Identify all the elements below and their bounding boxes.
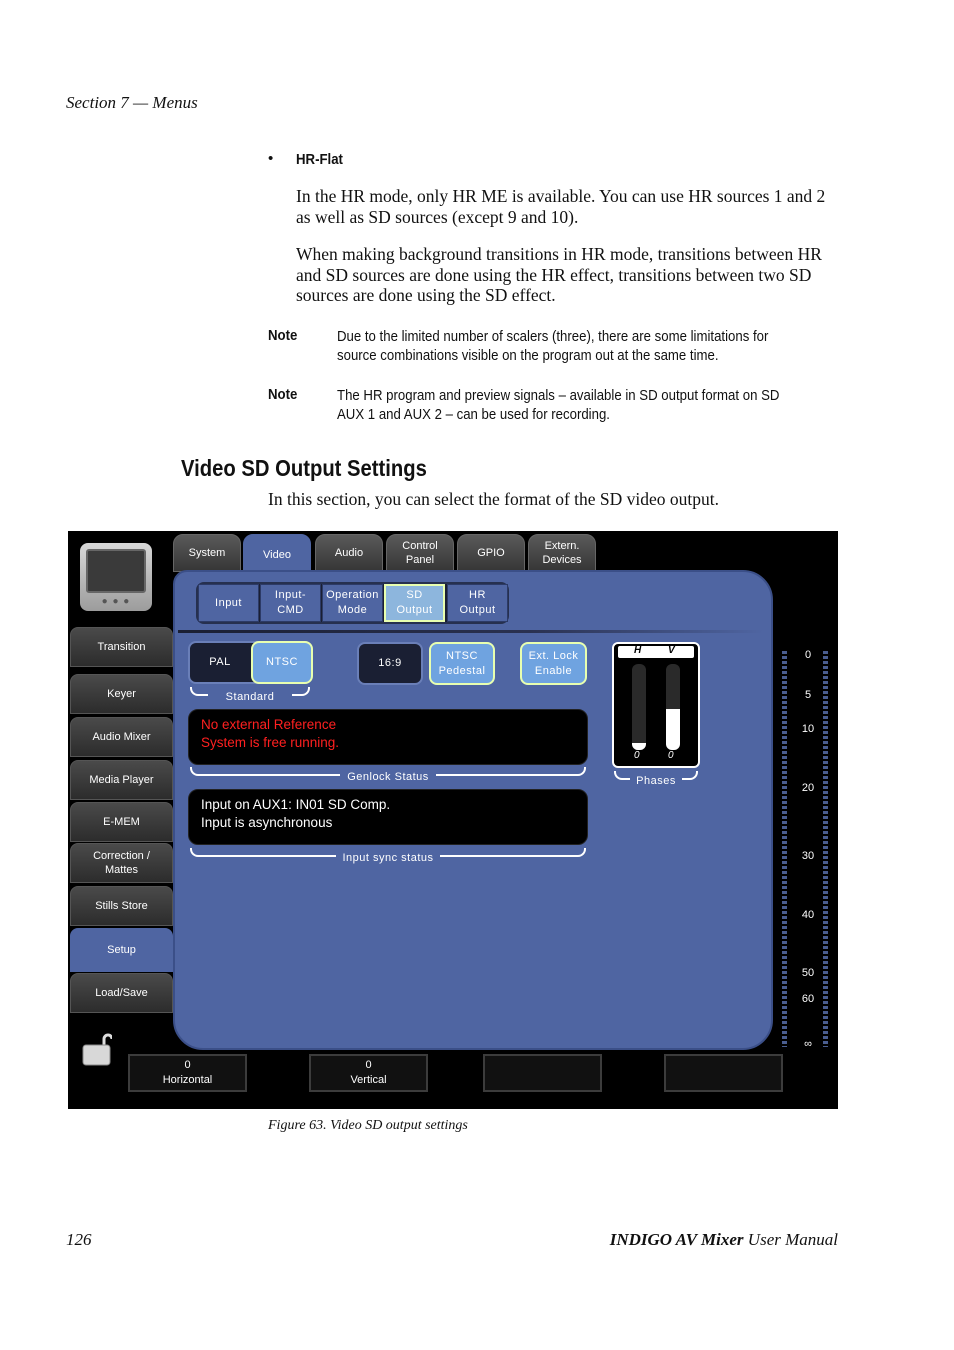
genlock-status-line1: No external Reference (201, 717, 337, 732)
tab-video[interactable]: Video (243, 534, 311, 576)
meter-scale-0: 0 (804, 649, 812, 661)
phases-label: Phases (630, 775, 682, 787)
audio-meter-left (782, 651, 787, 1047)
aspect-16-9-button[interactable]: 16:9 (357, 642, 423, 685)
panel-divider (178, 630, 763, 633)
paragraph-hr-mode: In the HR mode, only HR ME is available. You can use HR sources 1 and 2 as well as SD sources (except 9 and 10). (296, 186, 826, 227)
tab-audio[interactable]: Audio (315, 534, 383, 572)
sub-tab-input[interactable]: Input (198, 584, 259, 622)
input-sync-status-box (188, 789, 588, 845)
standard-label: Standard (208, 691, 292, 703)
softkey-horizontal-label: Horizontal (162, 1074, 213, 1086)
side-menu-keyer[interactable]: Keyer (70, 674, 173, 714)
section-header: Section 7 — Menus (66, 93, 198, 112)
side-menu-stills-store[interactable]: Stills Store (70, 886, 173, 926)
phase-v-fill (666, 709, 680, 750)
phase-h-slider[interactable] (632, 664, 646, 750)
softkey-horizontal-value: 0 (184, 1059, 191, 1071)
video-sd-output-screenshot (68, 531, 838, 1109)
section-title: Video SD Output Settings (181, 455, 427, 481)
sub-tab-input-cmd[interactable]: Input- CMD (260, 584, 321, 622)
note-label: Note (268, 386, 298, 403)
input-sync-line1: Input on AUX1: IN01 SD Comp. (201, 797, 391, 812)
paragraph-transitions: When making background transitions in HR mode, transitions between HR and SD sources are done using the HR effect, transitions between two SD sources are done using the SD effect. (296, 244, 822, 305)
side-menu-emem[interactable]: E-MEM (70, 802, 173, 842)
genlock-status-label: Genlock Status (340, 771, 436, 783)
meter-scale-5: 5 (804, 689, 812, 701)
meter-scale-inf: ∞ (804, 1038, 812, 1050)
footer-suffix: User Manual (743, 1230, 838, 1249)
softkey-vertical-label: Vertical (350, 1074, 387, 1086)
input-sync-line2: Input is asynchronous (201, 815, 333, 830)
audio-meter-right (823, 651, 828, 1047)
meter-scale-30: 30 (801, 850, 815, 862)
meter-scale-40: 40 (801, 909, 815, 921)
figure-caption: Figure 63. Video SD output settings (268, 1118, 468, 1133)
note-text: Due to the limited number of scalers (three), there are some limitations for source combinations visible on the program out at the same time. (337, 328, 769, 364)
input-sync-status-label: Input sync status (336, 852, 440, 864)
genlock-status-box (188, 709, 588, 765)
softkey-horizontal[interactable] (128, 1054, 247, 1092)
softkey-vertical[interactable] (309, 1054, 428, 1092)
sub-tab-operation-mode[interactable]: Operation Mode (322, 584, 383, 622)
section-intro: In this section, you can select the format of the SD video output. (268, 489, 720, 509)
ntsc-button[interactable]: NTSC (251, 641, 313, 684)
bullet-marker: • (268, 150, 274, 167)
sub-tab-hr-output[interactable]: HR Output (447, 584, 508, 622)
meter-scale-20: 20 (801, 782, 815, 794)
meter-scale-60: 60 (801, 993, 815, 1005)
side-menu-media-player[interactable]: Media Player (70, 760, 173, 800)
tab-control-panel[interactable]: Control Panel (386, 534, 454, 572)
phase-v-label: V (668, 645, 675, 656)
phase-h-label: H (634, 645, 642, 656)
page-number: 126 (66, 1230, 92, 1249)
note-text: The HR program and preview signals – available in SD output format on SD AUX 1 and AUX 2 – can be used for recording. (337, 387, 780, 423)
side-menu-correction-mattes[interactable]: Correction / Mattes (70, 843, 173, 883)
sub-tab-sd-output[interactable]: SD Output (384, 584, 445, 622)
lock-icon[interactable] (82, 1031, 112, 1067)
side-menu-setup[interactable]: Setup (70, 928, 173, 972)
footer-title (610, 1230, 838, 1250)
phase-v-slider[interactable] (666, 664, 680, 750)
ext-lock-enable-button[interactable]: Ext. Lock Enable (520, 642, 587, 685)
side-menu-audio-mixer[interactable]: Audio Mixer (70, 717, 173, 757)
phase-h-fill (632, 743, 646, 750)
meter-scale-10: 10 (801, 723, 815, 735)
genlock-status-line2: System is free running. (201, 735, 340, 750)
monitor-icon: ● ● ● (80, 543, 152, 611)
phase-h-value: 0 (634, 750, 640, 761)
softkey-3[interactable] (483, 1054, 602, 1092)
meter-scale-50: 50 (801, 967, 815, 979)
tab-system[interactable]: System (173, 534, 241, 572)
softkey-vertical-value: 0 (365, 1059, 372, 1071)
phases-box[interactable] (612, 642, 700, 768)
phase-v-value: 0 (668, 750, 674, 761)
product-name: INDIGO AV Mixer (609, 1230, 744, 1249)
side-menu-transition[interactable]: Transition (70, 627, 173, 667)
tab-gpio[interactable]: GPIO (457, 534, 525, 572)
tab-extern-devices[interactable]: Extern. Devices (528, 534, 596, 572)
ntsc-pedestal-button[interactable]: NTSC Pedestal (429, 642, 495, 685)
bullet-title: HR-Flat (296, 151, 343, 168)
softkey-4[interactable] (664, 1054, 783, 1092)
side-menu-load-save[interactable]: Load/Save (70, 973, 173, 1013)
pal-button[interactable]: PAL (209, 656, 231, 668)
note-label: Note (268, 327, 298, 344)
